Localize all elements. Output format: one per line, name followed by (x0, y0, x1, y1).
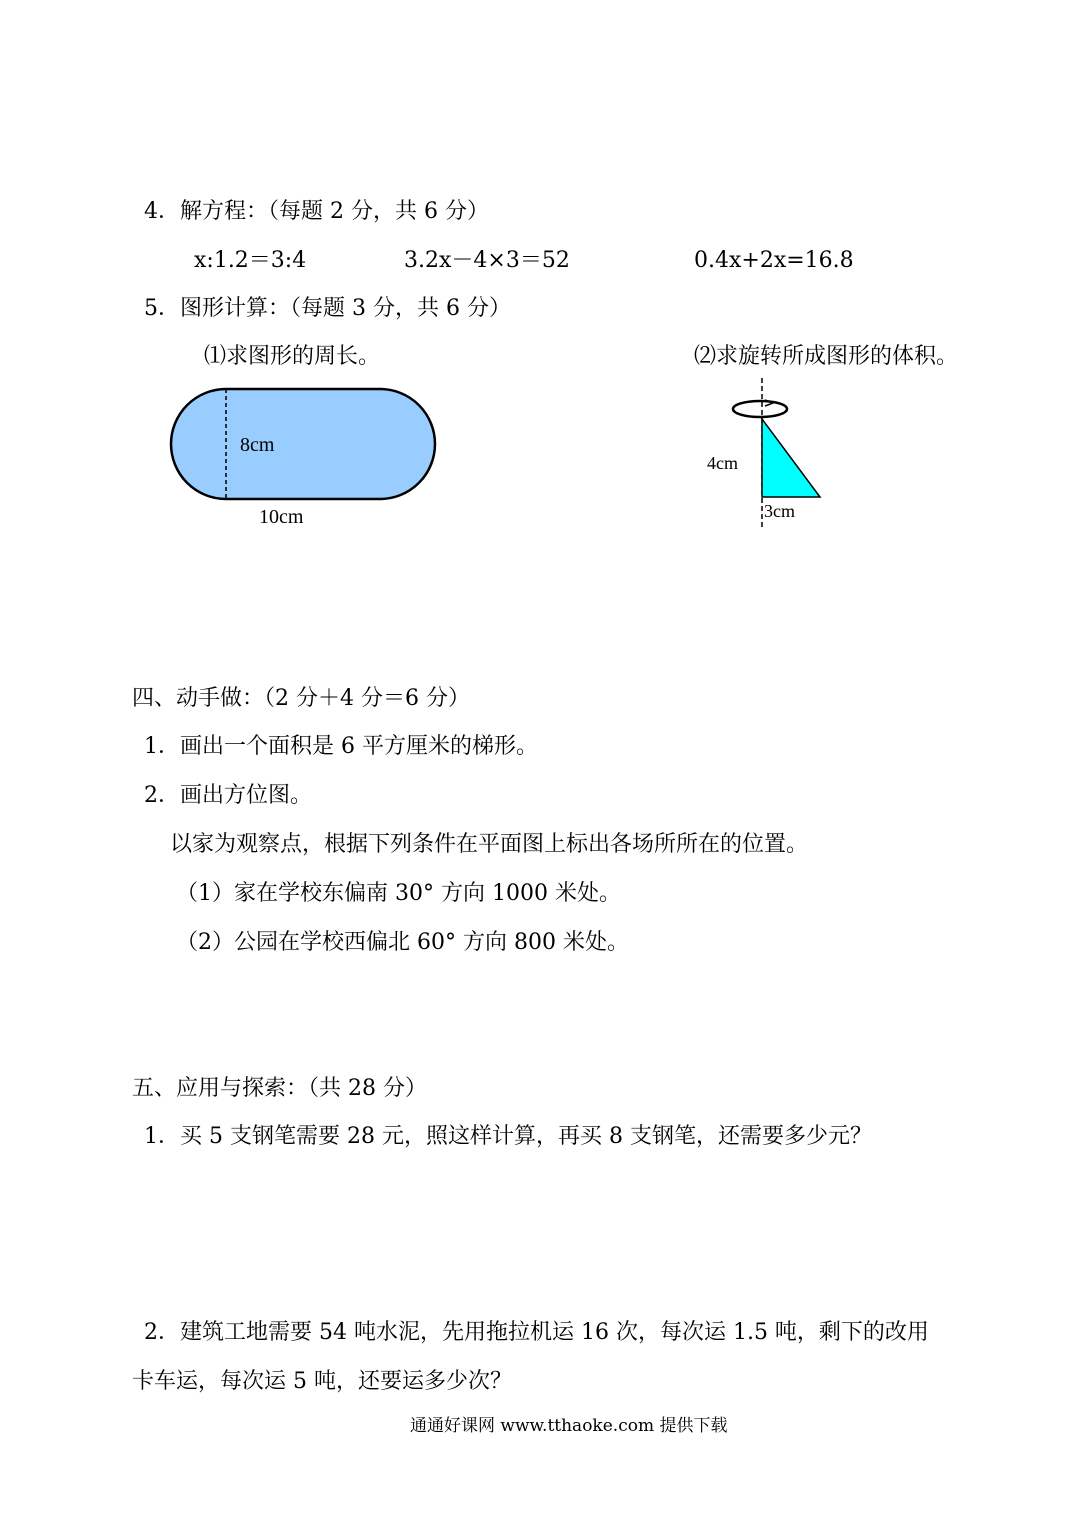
section5-title: 五、应用与探索：（共 28 分） (132, 1076, 427, 1101)
section4-cond2: （2）公园在学校西偏北 60° 方向 800 米处。 (176, 930, 629, 955)
section5-problem2-line1: 2．建筑工地需要 54 吨水泥，先用拖拉机运 16 次，每次运 1.5 吨，剩下的改用 (144, 1320, 929, 1345)
page-footer: 通通好课网 www.tthaoke.com 提供下载 (410, 1416, 728, 1436)
stadium-height-label: 8cm (240, 434, 275, 456)
q4-title: 4．解方程：（每题 2 分，共 6 分） (144, 199, 489, 224)
section5-problem2-line2: 卡车运，每次运 5 吨，还要运多少次？ (132, 1369, 512, 1394)
section4-intro: 以家为观察点，根据下列条件在平面图上标出各场所所在的位置。 (170, 832, 809, 857)
right-triangle (762, 419, 820, 497)
triangle-base-label: 3cm (764, 501, 795, 521)
section4-cond1: （1）家在学校东偏南 30° 方向 1000 米处。 (176, 881, 621, 906)
section4-item1: 1．画出一个面积是 6 平方厘米的梯形。 (144, 734, 538, 759)
section5-problem1: 1．买 5 支钢笔需要 28 元，照这样计算，再买 8 支钢笔，还需要多少元？ (144, 1124, 872, 1149)
q5-title: 5．图形计算：（每题 3 分，共 6 分） (144, 296, 511, 321)
q5-sub2: ⑵求旋转所成图形的体积。 (694, 344, 959, 369)
equation-3: 0.4x+2x=16.8 (694, 248, 854, 273)
triangle-height-label: 4cm (707, 453, 738, 473)
section4-title: 四、动手做：（2 分＋4 分＝6 分） (132, 686, 470, 711)
stadium-shape (171, 389, 435, 499)
q5-sub1: ⑴求图形的周长。 (204, 344, 381, 369)
stadium-figure (160, 380, 440, 510)
equation-2: 3.2x－4×3＝52 (404, 248, 570, 273)
rotation-arrow-icon (733, 401, 787, 417)
stadium-width-label: 10cm (259, 506, 304, 528)
equation-1: x:1.2＝3:4 (194, 248, 307, 273)
section4-item2: 2．画出方位图。 (144, 783, 312, 808)
